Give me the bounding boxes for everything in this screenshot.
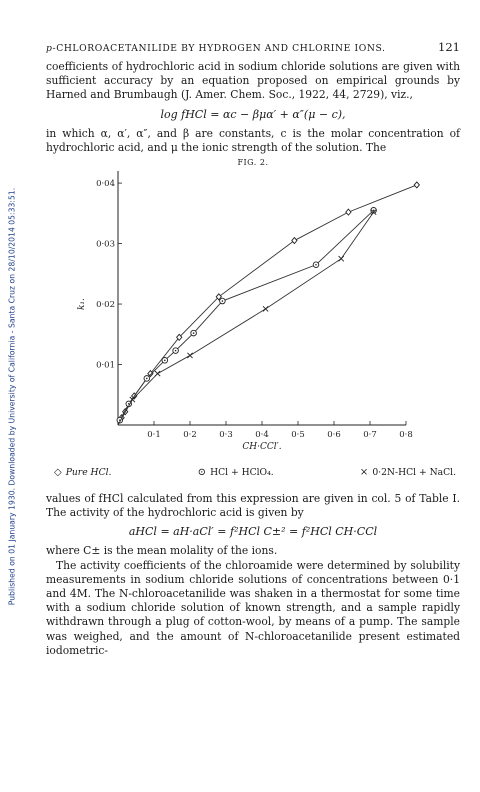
figure-label: FIG. 2. [237, 158, 269, 168]
x-axis-label: CH·CCl′. [242, 442, 282, 453]
cross-marker-icon: × [359, 467, 369, 479]
figure-2-chart [46, 167, 460, 467]
diamond-marker-icon: ◇ [54, 467, 62, 479]
download-note [4, 0, 20, 792]
circle-dot-center [175, 350, 177, 352]
cross-point [187, 353, 192, 358]
circle-dot-center [315, 264, 317, 266]
circle-dot-center [164, 360, 166, 362]
diamond-point [414, 182, 419, 188]
paragraph-2: in which α, α′, α″, and β are constants, c is the molar concentration of hydrochloric acid, and μ the ionic strength of the solution. The [46, 126, 460, 154]
circle-dot-center [146, 378, 148, 380]
paragraph-1: coefficients of hydrochloric acid in sodium chloride solutions are given with sufficient accuracy by an equation proposed on empirical grounds by Harned and Brumbaugh (J. Amer. Chem. Soc., 1922, 44, 2729), viz., [46, 60, 460, 102]
running-head [46, 40, 460, 54]
x-tick-label: 0·2 [183, 430, 197, 441]
diamond-point [292, 238, 297, 244]
x-tick-label: 0·6 [327, 430, 341, 441]
x-tick-label: 0·7 [363, 430, 377, 441]
running-title-prefix: p [46, 43, 53, 54]
series-line [118, 210, 374, 425]
diamond-point [346, 209, 351, 215]
page [46, 40, 460, 658]
cross-point [155, 371, 160, 376]
y-tick-label: 0·01 [96, 360, 115, 371]
series-line [118, 185, 417, 425]
paragraph-4: where C± is the mean molality of the ions. [46, 544, 278, 558]
legend-label-hcl-hclo4: HCl + HClO₄. [210, 467, 274, 479]
running-title-rest: -CHLOROACETANILIDE BY HYDROGEN AND CHLORINE IONS. [52, 43, 386, 54]
figure-legend [46, 467, 460, 478]
cross-point [263, 306, 268, 311]
paragraph-3: values of fHCl calculated from this expression are given in col. 5 of Table I. The activity of the hydrochloric acid is given by [46, 492, 460, 520]
x-tick-label: 0·3 [219, 430, 233, 441]
equation-log-f: log fHCl = αc − βμα′ + α″(μ − c), [160, 107, 346, 121]
y-tick-label: 0·02 [96, 300, 115, 311]
circle-dot-marker-icon: ⊙ [197, 467, 207, 479]
download-note-text: Published on 01 January 1930. Downloaded by University of California - Santa Cruz on 28/10/2014 05:33:51. [7, 187, 17, 605]
chart-svg [46, 167, 460, 467]
y-tick-label: 0·03 [96, 239, 115, 250]
x-tick-label: 0·4 [255, 430, 269, 441]
paragraph-5: The activity coefficients of the chloroamide were determined by solubility measurements in sodium chloride solutions of concentrations between 0·1 and 4M. The N-chloroacetanilide was shaken in a thermostat for some time with a sodium chloride solution of known strength, and a sample rapidly withdrawn through a plug of cotton-wool, by means of a pump. The sample was weighed, and the amount of N-chloroacetanilide present estimated iodometric- [46, 558, 460, 657]
legend-label-pure-hcl: Pure HCl. [65, 467, 112, 479]
running-title [46, 43, 386, 54]
circle-dot-center [222, 300, 224, 302]
legend-item-hcl-hclo4 [198, 467, 274, 478]
legend-item-hcl-nacl [360, 467, 456, 478]
series-line [118, 212, 374, 425]
x-tick-label: 0·1 [147, 430, 161, 441]
equation-activity: aHCl = aH·aCl′ = f²HCl C±² = f²HCl CH·CCl [128, 525, 378, 539]
circle-dot-center [193, 332, 195, 334]
legend-label-hcl-nacl: 0·2N-HCl + NaCl. [372, 467, 456, 479]
y-tick-label: 0·04 [96, 179, 115, 190]
y-axis-label: k₁. [77, 298, 87, 311]
x-tick-label: 0·8 [399, 430, 413, 441]
x-tick-label: 0·5 [291, 430, 305, 441]
cross-point [339, 256, 344, 261]
page-number: 121 [438, 40, 460, 54]
circle-dot-center [373, 210, 375, 212]
legend-item-pure-hcl [54, 467, 111, 478]
